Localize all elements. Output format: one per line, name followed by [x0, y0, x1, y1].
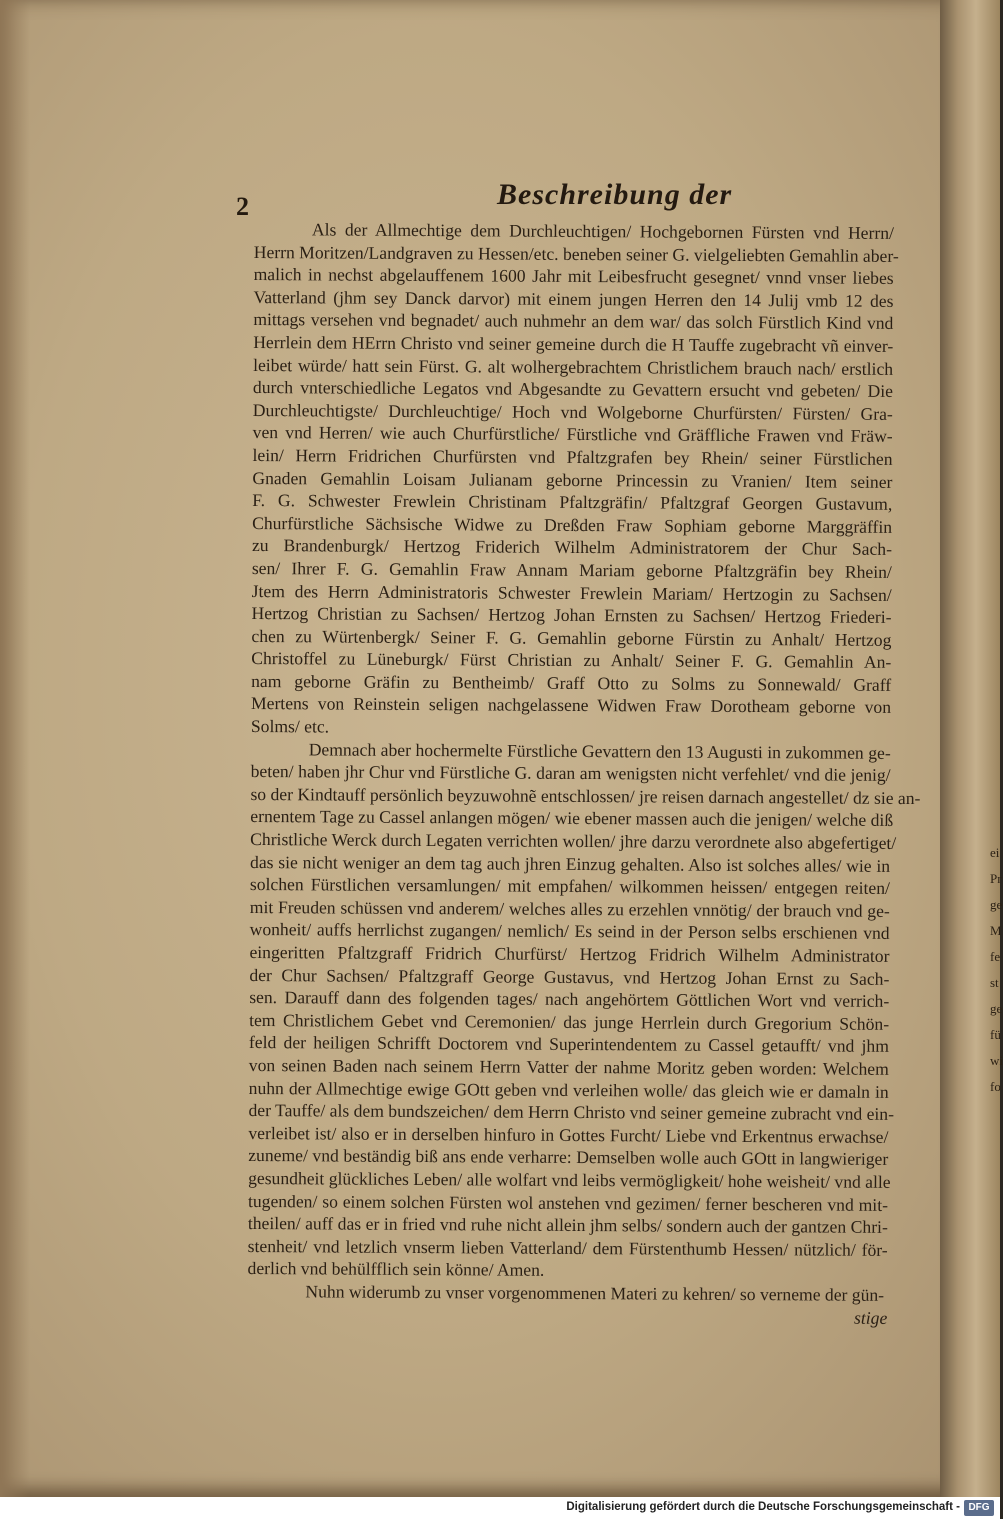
text-line: Durchleuchtigste/ Durchleuchtige/ Hoch vnd Wolgeborne Churfürsten/ Fürsten/ Gra-: [252, 399, 893, 424]
text-line: Als der Allmechtige dem Durchleuchtigen/ Hochgebornen Fürsten vnd Herrn/: [311, 219, 894, 243]
adjacent-page-fragments: [990, 840, 1003, 1100]
text-line: Herrn Moritzen/Landgraven zu Hessen/etc. beneben seiner G. vielgeliebten Gemahlin aber-: [253, 241, 899, 266]
text-line: stenheit/ vnd letzlich vnserm lieben Vatterland/ dem Fürstenthumb Hessen/ nützlich/ för-: [247, 1235, 888, 1260]
text-line: leibet würde/ hatt sein Fürst. G. alt wolhergebrachtem Christlichem brauch nach/ erstlich: [253, 354, 894, 379]
text-line: gesundheit glückliches Leben/ alle wolfart vnd leibs vermögligkeit/ hohe weisheit/ vnd alle: [248, 1167, 891, 1192]
text-line: feld der heiligen Schrifft Doctorem vnd Superintendentem zu Cassel getaufft/ vnd jhm: [248, 1032, 890, 1057]
text-line: solchen Fürstlichen versamlungen/ mit empfahen/ wilkommen heissen/ entgegen reiten/: [249, 874, 890, 899]
text-line: mit Freuden schüssen vnd anderem/ welches alles zu erzehlen vnnötig/ der brauch vnd ge-: [249, 896, 890, 921]
spine-fragment: fe: [990, 949, 1001, 964]
text-line: ven vnd Herren/ wie auch Churfürstliche/ Fürstliche vnd Gräffliche Frawen vnd Fräw-: [252, 422, 893, 447]
text-line: der Chur Sachsen/ Pfaltzgraff George Gustavus, vnd Hertzog Johan Ernst zu Sach-: [249, 964, 890, 989]
spine-fragment: ge: [990, 897, 1003, 912]
text-line: nuhn der Allmechtige ewige GOtt geben vnd verleihen wolle/ das gleich wie er damaln in: [248, 1077, 889, 1102]
text-line: der Tauffe/ als dem bundszeichen/ dem Herrn Christo vnd seiner gemeine zubracht vnd ein-: [248, 1100, 895, 1125]
text-line: Herrlein dem HErrn Christo vnd seiner gemeine durch die H Tauffe zugebracht vñ einver-: [253, 331, 894, 356]
text-line: verleibet ist/ also er in derselben hinfuro in Gottes Furcht/ Liebe vnd Erkentnus erwachse/: [248, 1122, 889, 1147]
text-line: wonheit/ auffs herrlichst zugangen/ nemlich/ Es seind in der Person selbs erschienen vnd: [249, 919, 890, 944]
spine-fragment: wi: [990, 1053, 1003, 1068]
text-line: sen/ Ihrer F. G. Gemahlin Fraw Annam Mariam geborne Pfaltzgräfin bey Rhein/: [251, 557, 892, 582]
text-line: zuneme/ vnd beständig biß ans ende verharre: Demselben wolle auch GOtt in langwieriger: [248, 1145, 889, 1170]
running-title: Beschreibung der: [497, 178, 733, 211]
text-line: nam geborne Gräfin zu Bentheimb/ Graff Otto zu Solms zu Sonnewald/ Graff: [251, 670, 892, 695]
page-number: 2: [236, 192, 249, 221]
dfg-credit-text: Digitalisierung gefördert durch die Deutsche Forschungsgemeinschaft -: [566, 1501, 960, 1513]
text-line: chen zu Würtenbergk/ Seiner F. G. Gemahlin geborne Fürstin zu Anhalt/ Hertzog: [251, 625, 892, 650]
spine-fragment: M: [990, 923, 1002, 938]
text-line: durch vnterschiedliche Legatos vnd Abgesandte zu Gevattern ersucht vnd gebeten/ Die: [252, 377, 894, 402]
text-line: das sie nicht weniger an dem tag auch jhren Einzug gehalten. Also ist solches alles/ wie in: [250, 851, 891, 876]
text-line: Hertzog Christian zu Sachsen/ Hertzog Johan Ernsten zu Sachsen/ Hertzog Friederi-: [251, 603, 892, 627]
spine-fragment: ei: [990, 845, 1000, 860]
spine-fragment: st: [990, 975, 999, 990]
text-line: Mertens von Reinstein seligen nachgelassene Widwen Fraw Dorotheam geborne von: [250, 693, 892, 718]
adjacent-page-edge: [940, 0, 1003, 1497]
text-line: lein/ Herrn Fridrichen Churfürsten vnd Pfaltzgrafen bey Rhein/ seiner Fürstlichen: [252, 444, 893, 469]
text-line: eingeritten Pfaltzgraff Fridrich Churfürst/ Hertzog Fridrich Wilhelm Administrator: [249, 941, 890, 966]
text-line: Solms/ etc.: [250, 716, 330, 737]
text-line: derlich vnd behülfflich sein könne/ Amen.: [247, 1258, 545, 1281]
text-line: so der Kindtauff persönlich beyzuwohnẽ entschlossen/ jre reisen darnach angestellet/ dz sie an-: [250, 783, 921, 808]
paragraph-1: [250, 218, 899, 742]
footer-bar: [0, 1497, 1000, 1519]
text-line: Vatterland (jhm sey Danck darvor) mit einem jungen Herren den 14 Julij vmb 12 des: [253, 286, 894, 311]
text-line: Demnach aber hochermelte Fürstliche Gevattern den 13 Augusti in zukommen ge-: [308, 739, 891, 763]
text-line: malich in nechst abgelauffenem 1600 Jahr mit Leibesfrucht gesegnet/ vnnd vnser liebes: [253, 264, 894, 289]
text-line: sen. Darauff dann des folgenden tages/ nach angehörtem Göttlichen Wort vnd verrich-: [249, 987, 890, 1012]
text-line: F. G. Schwester Frewlein Christinam Pfaltzgräfin/ Pfaltzgraf Georgen Gustavum,: [252, 490, 893, 515]
text-line: tem Christlichem Gebet vnd Ceremonien/ das junge Herrlein durch Gregorium Schön-: [249, 1009, 890, 1034]
text-line: tugenden/ so einem solchen Fürsten wol anstehen vnd gezimen/ ferner bescheren vnd mit-: [247, 1190, 889, 1215]
text-line: Nuhn widerumb zu vnser vorgenommenen Materi zu kehren/ so verneme der gün-: [305, 1281, 885, 1305]
text-line: theilen/ auff das er in fried vnd ruhe nicht allein jhm selbs/ sondern auch der gantzen Chri-: [247, 1213, 888, 1238]
paragraph-2: [247, 738, 921, 1284]
text-line: Gnaden Gemahlin Loisam Julianam geborne Princessin zu Vranien/ Item seiner: [252, 467, 893, 492]
text-line: ernentem Tage zu Cassel anlangen mögen/ wie ebener massen auch die jenigen/ welche diß: [250, 806, 894, 831]
text-line: von seinen Baden nach seinem Herrn Vatter der nahme Moritz geben worden: Welchem: [248, 1054, 889, 1079]
spine-fragment: fü: [990, 1027, 1001, 1042]
catchword: stige: [854, 1307, 888, 1328]
body-text: [247, 218, 921, 1329]
text-line: mittags versehen vnd begnadet/ auch nuhmehr an dem war/ das solch Fürstlich Kind vnd: [253, 309, 894, 334]
text-line: Churfürstliche Sächsische Widwe zu Dreßden Fraw Sophiam geborne Marggräffin: [252, 512, 893, 537]
paragraph-3: [247, 1280, 887, 1307]
text-line: Christoffel zu Lüneburgk/ Fürst Christian zu Anhalt/ Seiner F. G. Gemahlin An-: [251, 648, 892, 673]
spine-fragment: fo: [990, 1079, 1001, 1094]
spine-fragment: Pr: [990, 871, 1002, 886]
dfg-logo-icon: DFG: [964, 1500, 994, 1516]
text-line: Christliche Werck durch Legaten verrichten wollen/ jhre darzu verordnete also abgefertiget/: [250, 829, 897, 853]
text-line: Jtem des Herrn Administratoris Schwester Frewlein Mariam/ Hertzogin zu Sachsen/: [251, 580, 892, 605]
text-line: beten/ haben jhr Chur vnd Fürstliche G. daran am wenigsten nicht verfehlet/ vnd die jenig/: [250, 761, 891, 786]
spine-fragment: ge: [990, 1001, 1003, 1016]
text-line: zu Brandenburgk/ Hertzog Friderich Wilhelm Administratorem der Chur Sach-: [251, 535, 893, 560]
